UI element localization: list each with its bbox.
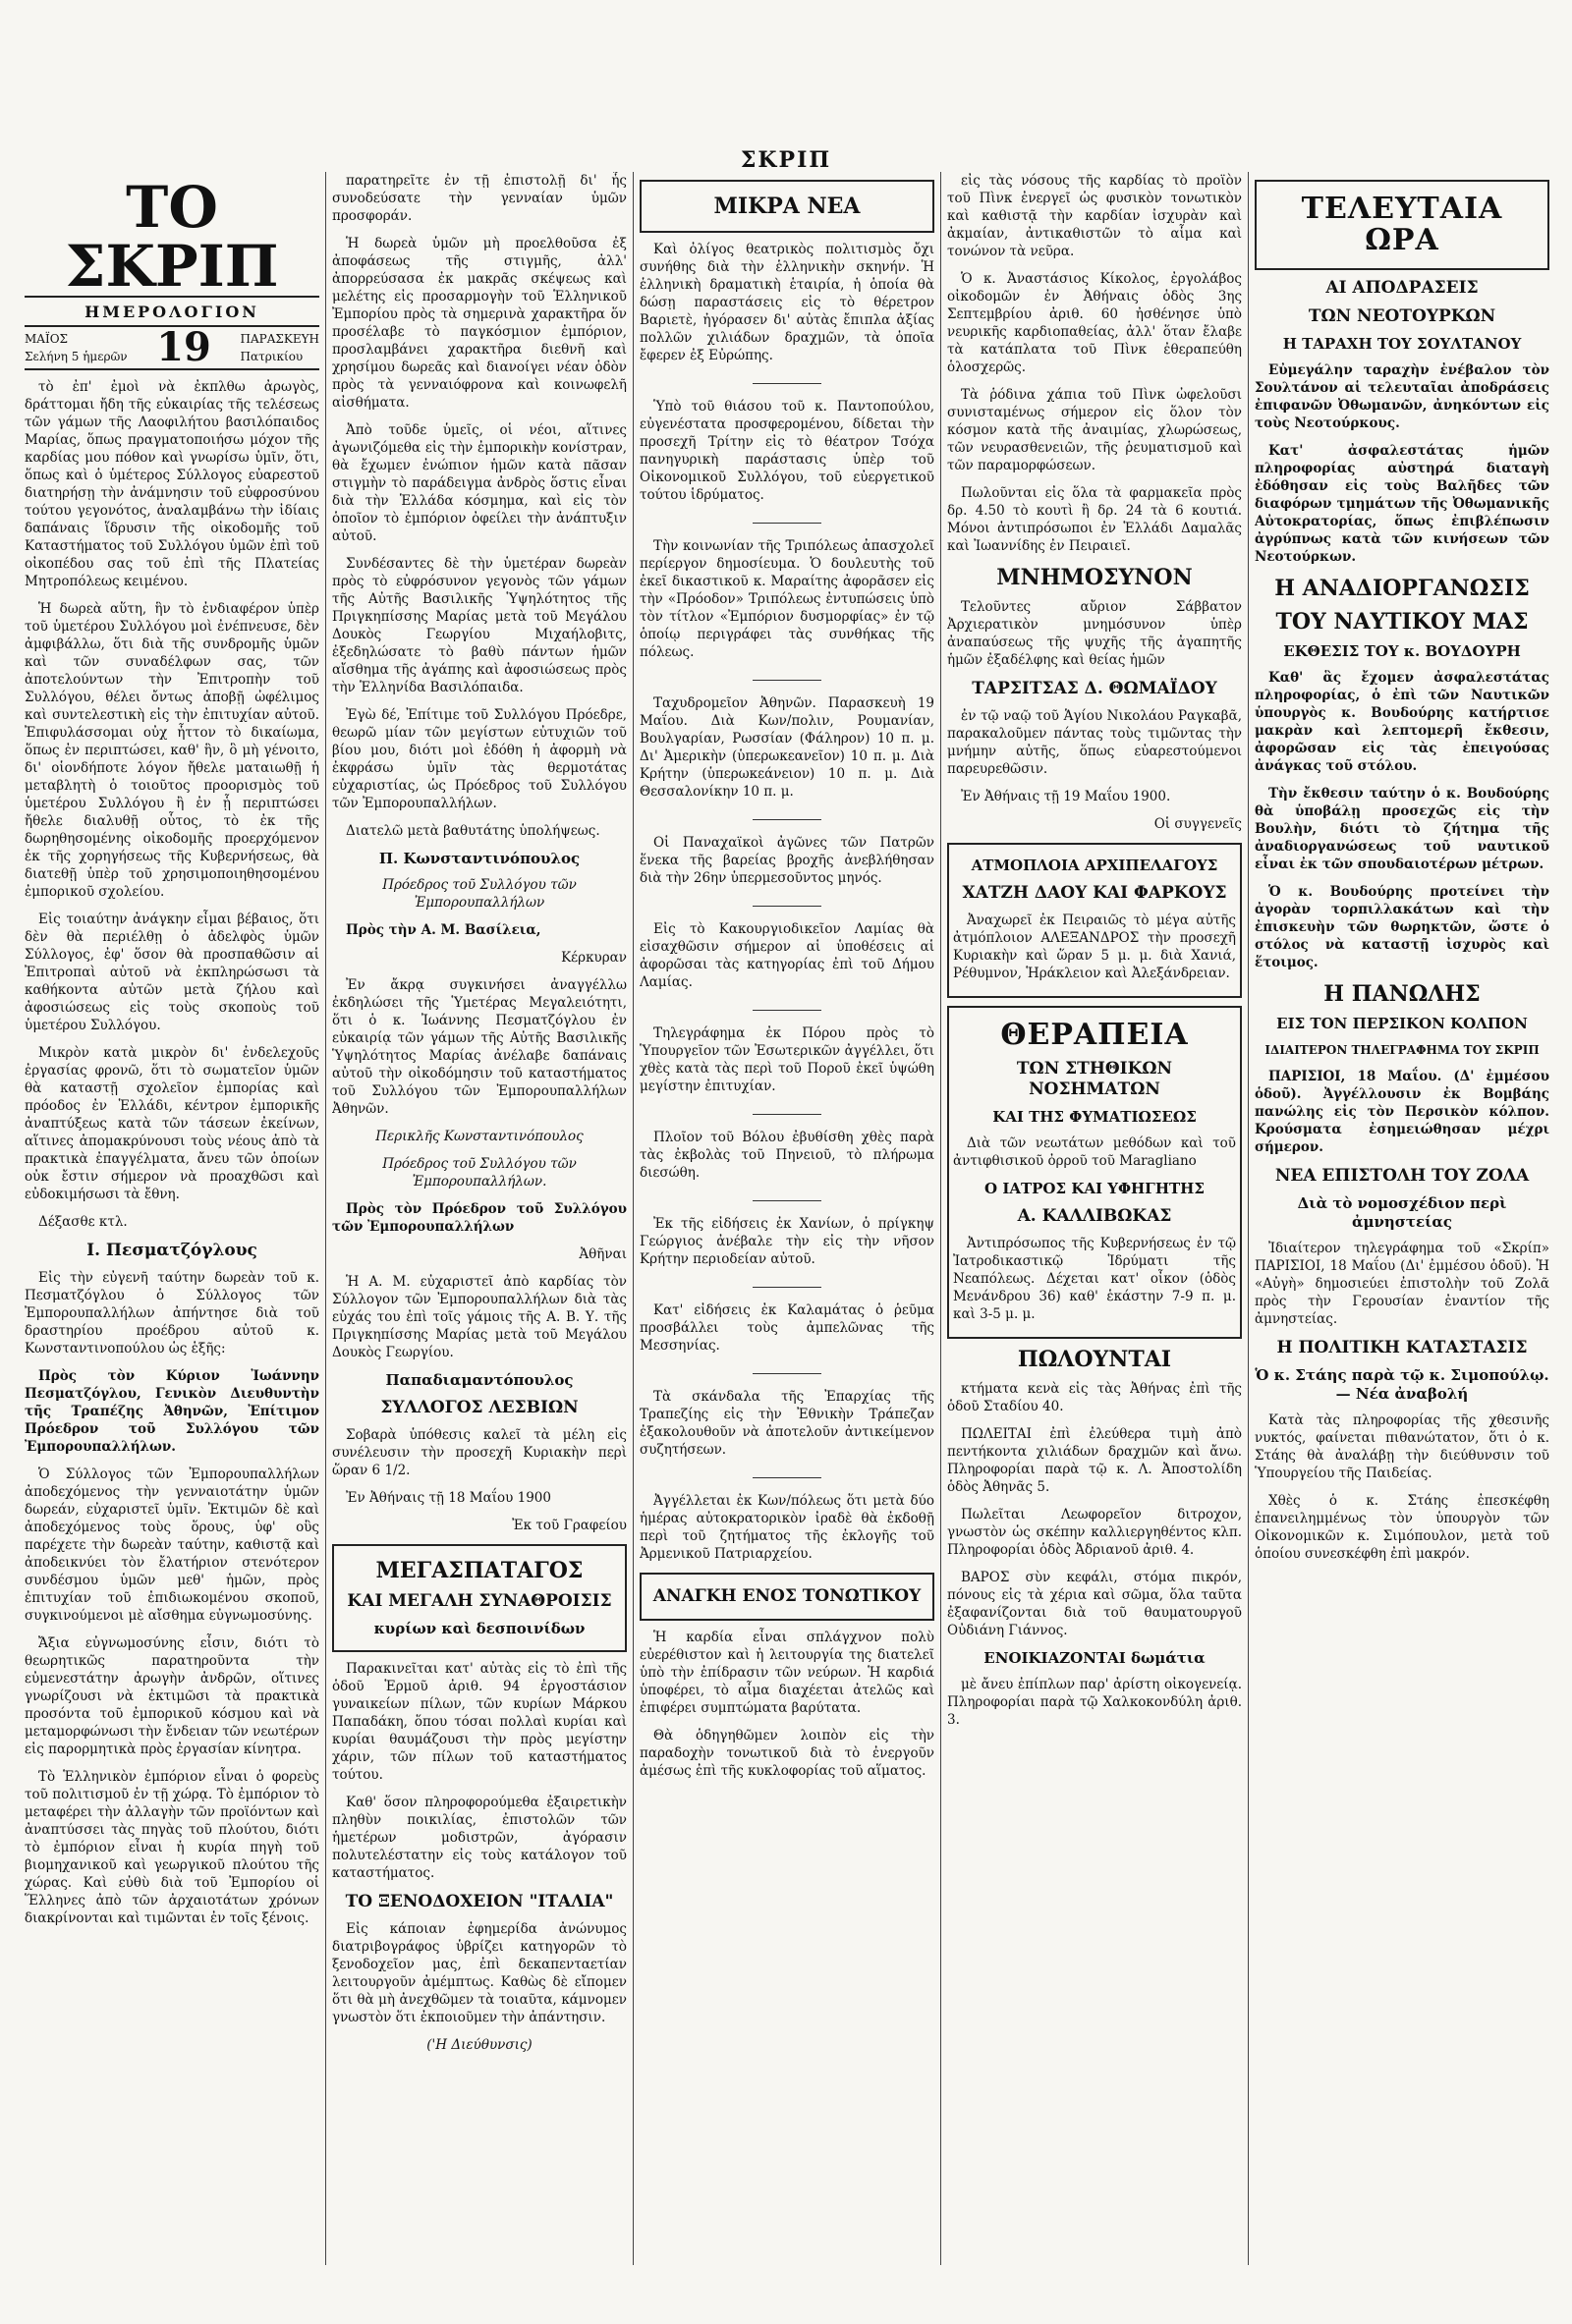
section-heading: ΜΝΗΜΟΣΥΝΟΝ [996, 565, 1193, 590]
paragraph: Καθ' ὅσον πληροφορούμεθα ἐξαιρετικὴν πληθὺν ποικιλίας, ἐπιστολῶν τῶν ἡμετέρων μοδιστρῶν, ἀγόρασιν πολυτελέστατην εἰς τοὺς κατάλογον τοῦ καταστήματος. [332, 1795, 627, 1881]
signature-role: Πρόεδρος τοῦ Συλλόγου τῶν Ἐμπορουπαλλήλων. [382, 1156, 577, 1190]
section-heading: ΠΩΛΟΥΝΤΑΙ [1017, 1347, 1172, 1372]
column-5 [1255, 172, 1549, 2265]
section-heading-box [1255, 180, 1549, 270]
paragraph: ΠΑΡΙΣΙΟΙ, 18 Μαΐου. (Δ' ἐμμέσου ὁδοῦ). Ἀγγέλλουσιν ἐκ Βομβάης πανώλης εἰς τὸν Περσικὸν κόλπον. Κρούσματα ἐσημειώθησαν μέχρι σήμερον. [1255, 1069, 1549, 1155]
paragraph: Κατ' εἰδήσεις ἐκ Καλαμάτας ὁ ῥεῦμα προσβάλλει τοὺς ἀμπελῶνας τῆς Μεσσηνίας. [640, 1302, 934, 1354]
paragraph: Πλοῖον τοῦ Βόλου ἐβυθίσθη χθὲς παρὰ τὰς ἐκβολὰς τοῦ Πηνειοῦ, τὸ πλήρωμα διεσώθη. [640, 1130, 934, 1181]
separator [640, 1001, 934, 1019]
paragraph: Τὸ Ἑλληνικὸν ἐμπόριον εἶναι ὁ φορεὺς τοῦ πολιτισμοῦ ἐν τῇ χώρᾳ. Τὸ ἐμπόριον τὸ μεταφέρει τὴν ἀλλαγὴν τῶν προϊόντων καὶ ἀναπτύσσει τὰς πηγὰς τοῦ πλούτου, διότι τὸ ἐμπόριον εἶναι ἡ κυρία πηγὴ τοῦ βιομηχανικοῦ καὶ γεωργικοῦ πλούτου τῆς χώρας. Καὶ εὐθὺ διὰ τοῦ Ἐμπορίου οἱ Ἕλληνες ἀπὸ τῶν ἀρχαιοτάτων χρόνων διακρίνονται καὶ τιμῶνται ἐν τοῖς ξένοις. [25, 1769, 319, 1926]
paragraph: κτήματα κενὰ εἰς τὰς Ἀθήνας ἐπὶ τῆς ὁδοῦ Σταδίου 40. [947, 1381, 1242, 1414]
subheadline: Διὰ τὸ νομοσχέδιον περὶ ἀμνηστείας [1297, 1194, 1507, 1231]
paragraph: Πρὸς τὴν Α. Μ. Βασίλεια, [346, 922, 541, 938]
paragraph: Κέρκυραν [561, 950, 627, 966]
paragraph: Εἰς τοιαύτην ἀνάγκην εἶμαι βέβαιος, ὅτι δὲν θὰ περιέλθῃ ὁ ἀδελφὸς ὑμῶν Σύλλογος, ἐφ' ὅσον θὰ προσπαθῶσιν αἱ Ἐπιτροπαὶ αὐτοῦ νὰ ἐκπληρώσωσι τὰ καθήκοντα αὐτῶν μετὰ ζήλου καὶ ἀφοσιώσεως εἰς τοὺς σκοποὺς τοῦ ὑμετέρου Συλλόγου. [25, 912, 319, 1033]
section-heading-box [640, 1573, 934, 1621]
paragraph: Τηλεγράφημα ἐκ Πόρου πρὸς τὸ Ὑπουργεῖον τῶν Ἐσωτερικῶν ἀγγέλλει, ὅτι χθὲς κατὰ τὰς περὶ τοῦ Ποροῦ ἐκεῖ ὑψώθη μεγίστην ἐπιτυχίαν. [640, 1025, 934, 1094]
paragraph: Δέξασθε κτλ. [38, 1214, 128, 1230]
paragraph: Ἀντιπρόσωπος τῆς Κυβερνήσεως ἐν τῷ Ἰατροδικαστικῷ Ἱδρύματι τῆς Νεαπόλεως. Δέχεται κατ' οἶκον (ὁδὸς Μενάνδρου 36) καθ' ἑκάστην 7-9 π. μ. καὶ 3-5 μ. μ. [953, 1236, 1236, 1322]
paragraph: Ἀναχωρεῖ ἐκ Πειραιῶς τὸ μέγα αὐτῆς ἀτμόπλοιον ΑΛΕΞΑΝΔΡΟΣ τὴν προσεχῆ Κυριακὴν καὶ ὥραν 5 μ. μ. διὰ Χανιά, Ρέθυμνον, Ἡράκλειον καὶ Ἀλεξάνδρειαν. [953, 913, 1236, 981]
separator [640, 897, 934, 914]
paragraph: Τελοῦντες αὔριον Σάββατον Ἀρχιερατικὸν μνημόσυνον ὑπὲρ ἀναπαύσεως τῆς ψυχῆς τῆς ἀγαπητῆς ἡμῶν ἐξαδέλφης καὶ θείας ἡμῶν [947, 599, 1242, 668]
paragraph: Ἐγὼ δέ, Ἐπίτιμε τοῦ Συλλόγου Πρόεδρε, θεωρῶ μίαν τῶν μεγίστων εὐτυχιῶν τοῦ βίου μου, διότι μοὶ ἐδόθη ἡ ἀφορμὴ νὰ ἐκφράσω ὑμῖν τὰς θερμοτάτας εὐχαριστίας, ὡς Πρόεδρος τοῦ Συλλόγου τῶν Ἐμπορουπαλλήλων. [332, 707, 627, 811]
separator [640, 671, 934, 689]
separator [640, 1468, 934, 1486]
headline: ΤΩΝ ΝΕΟΤΟΥΡΚΩΝ [1308, 306, 1496, 326]
advert-title: ΑΤΜΟΠΛΟΙΑ ΑΡΧΙΠΕΛΑΓΟΥΣ [971, 857, 1218, 874]
advert-box [947, 1006, 1242, 1339]
column-rule [325, 172, 326, 2265]
paragraph: Εἰς τὴν εὐγενῆ ταύτην δωρεὰν τοῦ κ. Πεσματζόγλου ὁ Σύλλογος τῶν Ἐμπορουπαλλήλων ἀπήντησε διὰ τοῦ δραστηρίου προέδρου αὐτοῦ κ. Κωνσταντινοπούλου ὡς ἑξῆς: [25, 1270, 319, 1356]
advert-subtitle: ΚΑΙ ΜΕΓΑΛΗ ΣΥΝΑΘΡΟΙΣΙΣ [347, 1591, 612, 1611]
month: ΜΑΪΟΣ [25, 332, 69, 346]
paragraph: Ὁ κ. Ἀναστάσιος Κίκολος, ἐργολάβος οἰκοδομῶν ἐν Ἀθήναις ὁδὸς 3ης Σεπτεμβρίου ἀριθ. 60 ἠσθένησε ὑπὸ νευρικῆς καρδιοπαθείας, ἀλλ' ὅταν ἔλαβε τὰ κατάπλατα τοῦ Πὶνκ ἐθεραπεύθη ὁλοσχερῶς. [947, 271, 1242, 375]
paragraph: Ἀθῆναι [579, 1246, 627, 1262]
column-4 [947, 172, 1242, 2265]
paragraph: Εὐμεγάλην ταραχὴν ἐνέβαλον τὸν Σουλτάνον αἱ τελευταῖαι ἀποδράσεις ἐπιφανῶν Ὀθωμανῶν, ἀνηκόντων εἰς τοὺς Νεοτούρκους. [1255, 362, 1549, 431]
advert-box [332, 1544, 627, 1652]
column-rule [633, 172, 634, 2265]
signature: Π. Κωνσταντινόπουλος [378, 850, 581, 867]
paragraph: Κατὰ τὰς πληροφορίας τῆς χθεσινῆς νυκτός, φαίνεται πιθανώτατον, ὅτι ὁ κ. Στάης θὰ ἀναλάβῃ τὴν διεύθυνσιν τοῦ Ὑπουργείου τῆς Παιδείας. [1255, 1412, 1549, 1481]
paragraph: Καθ' ἃς ἔχομεν ἀσφαλεστάτας πληροφορίας, ὁ ἐπὶ τῶν Ναυτικῶν ὑπουργὸς κ. Βουδούρης κατήρτισε μακρὰν καὶ λεπτομερῆ ἔκθεσιν, ἀφορῶσαν εἰς τὰς ἐπειγούσας ἀνάγκας τοῦ στόλου. [1255, 670, 1549, 774]
separator [640, 1364, 934, 1382]
section-heading: ΤΟ ΞΕΝΟΔΟΧΕΙΟΝ "ΙΤΑΛΙΑ" [345, 1892, 614, 1911]
paragraph: μὲ ἄνευ ἐπίπλων παρ' ἀρίστη οἰκογενείᾳ. Πληροφορίαι παρὰ τῷ Χαλκοκονδύλη ἀριθ. 3. [947, 1677, 1242, 1728]
paragraph: Ἰδιαίτερον τηλεγράφημα τοῦ «Σκρίπ» ΠΑΡΙΣΙΟΙ, 18 Μαΐου (Δι' ἐμμέσου ὁδοῦ). Ἡ «Αὐγὴ» δημοσιεύει ἐπιστολὴν τοῦ Ζολᾶ πρὸς τὴν Γερουσίαν ἐναντίον τῆς ἀμνηστείας. [1255, 1241, 1549, 1327]
paragraph: Ἐν Ἀθήναις τῇ 18 Μαΐου 1900 [346, 1490, 551, 1506]
section-heading: ΕΝΟΙΚΙΑΖΟΝΤΑΙ δωμάτια [983, 1649, 1206, 1667]
paragraph: Τὰ ῥόδινα χάπια τοῦ Πὶνκ ὠφελοῦσι συνισταμένως σήμερον εἰς ὅλον τὸν κόσμον κατὰ τῆς ἀναιμίας, χλωρώσεως, τῶν νευρασθενειῶν, τῆς ῥευματισμοῦ καὶ τῶν παραμορφώσεων. [947, 387, 1242, 473]
signature: Ι. Πεσματζόγλους [86, 1241, 257, 1260]
column-3 [640, 172, 934, 2265]
section-heading: ΑΝΑΓΚΗ ΕΝΟΣ ΤΟΝΩΤΙΚΟΥ [652, 1586, 922, 1606]
headline: Η ΠΑΝΩΛΗΣ [1323, 981, 1481, 1007]
paragraph: Ἀγγέλλεται ἐκ Κων/πόλεως ὅτι μετὰ δύο ἡμέρας αὐτοκρατορικὸν ἰραδὲ θὰ ἐκδοθῇ περὶ τοῦ ζητήματος τῆς ἐκλογῆς τοῦ Ἀρμενικοῦ Πατριαρχείου. [640, 1493, 934, 1562]
headline: ΝΕΑ ΕΠΙΣΤΟΛΗ ΤΟΥ ΖΟΛΑ [1274, 1166, 1530, 1186]
advert-subtitle: κυρίων καὶ δεσποινίδων [373, 1620, 586, 1637]
separator [640, 514, 934, 531]
paragraph: τὸ ἐπ' ἐμοὶ νὰ ἐκπλθω ἀρωγὸς, δράττομαι ἤδη τῆς εὐκαιρίας τῆς τελέσεως τῶν γάμων τῆς Λαοφιλήτου βασιλόπαιδος Μαρίας, ὅπως πραγματοποιήσω μόχον τῆς καρδίας μου πόθον καὶ γνωρίσω ὑμῖν, ὅτι, ὅπως καὶ ὁ ὑμέτερος Σύλλογος εὐαρεστοῦ διατηρήσῃ τὴν ἀνάμνησιν τοῦ εὐφροσύνου τούτου γεγονότος, ἀναλαμβάνω τὴν ἰδίαις δαπάναις ἵδρυσιν τῆς οἰκοδομῆς τοῦ Καταστήματος τοῦ Συλλόγου ὑμῶν ἐπὶ τοῦ οἰκοπέδου σας τοῦ ἐπὶ τῆς Πλατείας Μητροπόλεως κειμένου. [25, 379, 319, 589]
paragraph: ἐν τῷ ναῷ τοῦ Ἁγίου Νικολάου Ραγκαβᾶ, παρακαλοῦμεν πάντας τοὺς τιμῶντας τὴν μνήμην αὐτῆς, ὅπως εὐαρεστούμενοι παρευρεθῶσιν. [947, 708, 1242, 777]
separator [640, 1105, 934, 1123]
advert-title: ΘΕΡΑΠΕΙΑ [1000, 1018, 1189, 1052]
masthead-title: ΣΚΡΙΠ [740, 147, 832, 173]
paper-subtitle: ΗΜΕΡΟΛΟΓΙΟΝ [84, 303, 259, 321]
day-number: 19 [156, 324, 211, 370]
paragraph: Ὁ Σύλλογος τῶν Ἐμπορουπαλλήλων ἀποδεχόμενος τὴν γενναιοτάτην ὑμῶν δωρεάν, εὐχαριστεῖ ὑμῖν. Ἐκτιμῶν δὲ καὶ ἀποδεχόμενος τοὺς ὅρους, ὑφ' οὓς παρέχετε τὴν δωρεὰν ταύτην, καθιστᾷ καὶ ἀποδεικνύει τὸν ἔλατήριον στενότερον συνδέσμου ὑμῶν μεθ' ἡμῶν, πρὸς ἐπιτυχίαν τοῦ ἐπιδιωκομένου σκοποῦ, συγκινούμενοι μὲ αἴσθημα εὐγνωμοσύνης. [25, 1466, 319, 1624]
paragraph: Οἱ Παναχαϊκοὶ ἀγῶνες τῶν Πατρῶν ἕνεκα τῆς βαρείας βροχῆς ἀνεβλήθησαν διὰ τὴν 26ην ὑπερμεσοῦντος μηνός. [640, 835, 934, 886]
signature: Περικλῆς Κωνσταντινόπουλος [375, 1129, 584, 1144]
advert-subtitle: ΚΑΙ ΤΗΣ ΦΥΜΑΤΙΩΣΕΩΣ [992, 1108, 1197, 1126]
paragraph: Ἐκ τοῦ Γραφείου [512, 1518, 627, 1533]
saint-name: Πατρικίου [240, 350, 304, 363]
weekday: ΠΑΡΑΣΚΕΥΗ [240, 332, 319, 346]
paragraph: Ἡ δωρεὰ αὕτη, ἣν τὸ ἐνδιαφέρον ὑπὲρ τοῦ ὑμετέρου Συλλόγου μοὶ ἐνέπνευσε, δὲν ἀμφιβάλλω, ὅτι διὰ τῆς συνδρομῆς ὑμῶν καὶ τῶν συναδέλφων σας, τῶν ἀποτελούντων τὴν Ἐπιτροπὴν τοῦ Συλλόγου, θέλει ὄντως ἀποβῇ ὠφέλιμος καὶ συντελεστικὴ εἰς τὴν ἐπιτυχίαν αὐτοῦ. Ἐπιφυλάσσομαι οὐχ ἧττον τὸ δικαίωμα, ὅπως ἐν περιπτώσει, καθ' ἣν, ὃ μὴ γένοιτο, δι' οἱονδήποτε λόγον ἤθελε ματαιωθῇ ἡ μεταβλητὴ ὁ τοιοῦτος προορισμὸς τοῦ ὑμετέρου Συλλόγου ἢ ἐν ᾗ περιπτώσει ἤθελε διαλυθῇ οὗτος, τὸ ἐκ τῆς δωρηθησομένης οἰκοδομῆς προερχόμενον ἐκ τῆς χορηγήσεως τῆς Κυβερνήσεως, θὰ διατεθῇ ὑπὲρ τοῦ χρησιμοποιηθησομένου ἐμπορικοῦ σχολείου. [25, 601, 319, 900]
advert-title: ΜΕΓΑΣΠΑΤΑΓΟΣ [375, 1558, 584, 1583]
moon-phase: Σελήνη 5 ἡμερῶν [25, 350, 128, 363]
paragraph: Θὰ ὁδηγηθῶμεν λοιπὸν εἰς τὴν παραδοχὴν τονωτικοῦ διὰ τὸ ἐνεργοῦν ἀμέσως ἐπὶ τῆς κυκλοφορίας τοῦ αἵματος. [640, 1728, 934, 1779]
advert-subtitle: ΤΩΝ ΣΤΗΘΙΚΩΝ ΝΟΣΗΜΑΤΩΝ [1016, 1059, 1173, 1099]
section-heading: ΤΕΛΕΥΤΑΙΑ ΩΡΑ [1301, 192, 1503, 257]
subheadline: ΕΙΣ ΤΟΝ ΠΕΡΣΙΚΟΝ ΚΟΛΠΟΝ [1276, 1015, 1528, 1032]
signature: ('Η Διεύθυνσις) [426, 2037, 533, 2053]
advert-subtitle: Α. ΚΑΛΛΙΒΩΚΑΣ [1017, 1206, 1172, 1226]
paragraph: Ἐν Ἀθήναις τῇ 19 Μαΐου 1900. [961, 789, 1171, 804]
column-rule [1248, 172, 1249, 2265]
paragraph: ΠΩΛΕΙΤΑΙ ἐπὶ ἐλεύθερα τιμὴ ἀπὸ πεντήκοντα χιλιάδων δραχμῶν καὶ ἄνω. Πληροφορίαι παρὰ τῷ κ. Λ. Ἀποστολίδη ὁδὸς Ἀθηνᾶς 5. [947, 1426, 1242, 1495]
dateline [25, 325, 319, 370]
headline: ΤΟΥ ΝΑΥΤΙΚΟΥ ΜΑΣ [1275, 609, 1529, 635]
paragraph: ΒΑΡΟΣ σὺν κεφάλι, στόμα πικρόν, πόνους εἰς τὰ χέρια καὶ σῶμα, ὅλα ταῦτα ἐξαφανίζονται διὰ τοῦ θαυματουργοῦ Οὐδιάνη Γιάννος. [947, 1570, 1242, 1638]
section-heading-box [640, 180, 934, 233]
paragraph: Τὴν ἔκθεσιν ταύτην ὁ κ. Βουδούρης θὰ ὑποβάλῃ προσεχῶς εἰς τὴν Βουλὴν, διότι τὸ ζήτημα τῆς ἀναδιοργανώσεως τοῦ ναυτικοῦ εἶναι ἐκ τῶν σπουδαιοτέρων μέτρων. [1255, 786, 1549, 872]
headline: Η ΠΟΛΙΤΙΚΗ ΚΑΤΑΣΤΑΣΙΣ [1276, 1338, 1528, 1357]
paragraph: Πωλεῖται Λεωφορεῖον διτροχον, γνωστὸν ὡς σκέπην καλλιεργηθέντος κλπ. Πληροφορίαι ὁδὸς Ἀδριανοῦ ἀριθ. 4. [947, 1507, 1242, 1558]
paragraph: Ὁ κ. Βουδούρης προτείνει τὴν ἀγορὰν τορπιλλακάτων καὶ τὴν ἐπισκευὴν τῶν θωρηκτῶν, ὥστε ὁ στόλος νὰ καταστῇ ἰσχυρὸς καὶ ἕτοιμος. [1255, 884, 1549, 970]
headline: ΑΙ ΑΠΟΔΡΑΣΕΙΣ [1325, 278, 1479, 298]
paragraph: Ἐν ἄκρᾳ συγκινήσει ἀναγγέλλω ἐκδηλώσει τῆς Ὑμετέρας Μεγαλειότητι, ὅτι ὁ κ. Ἰωάννης Πεσματζόγλου ἐν εὐκαιρίᾳ τῶν γάμων τῆς Αὐτῆς Βασιλικῆς Ὑψηλότητος Μαρίας ἀνέλαβε δαπάναις αὐτοῦ τὴν οἰκοδόμησιν τοῦ καταστήματος τοῦ Συλλόγου τῶν Ἐμπορουπαλλήλων Ἀθηνῶν. [332, 977, 627, 1117]
subheadline: Η ΤΑΡΑΧΗ ΤΟΥ ΣΟΥΛΤΑΝΟΥ [1282, 335, 1522, 353]
signature-role: Πρόεδρος τοῦ Συλλόγου τῶν Ἐμπορουπαλλήλων [382, 877, 577, 911]
paragraph: Ὑπὸ τοῦ θιάσου τοῦ κ. Παντοπούλου, εὐγενέστατα προσφερομένου, δίδεται τὴν προσεχῆ Τρίτην εἰς τὸ θέατρον Τσόχα πανηγυρικὴ παράστασις ὑπὲρ τοῦ Οἰκονομικοῦ Συλλόγου, τοῦ εὐεργετικοῦ τούτου ἱδρύματος. [640, 399, 934, 503]
paragraph: Τὰ σκάνδαλα τῆς Ἐπαρχίας τῆς Τραπεζίης εἰς τὴν Ἐθνικὴν Τράπεζαν ἐξακολουθοῦν νὰ ἀποτελοῦν ἀντικείμενον συζητήσεων. [640, 1389, 934, 1458]
headline: Η ΑΝΑΔΙΟΡΓΑΝΩΣΙΣ [1274, 576, 1530, 601]
paragraph: Εἰς τὸ Κακουργιοδικεῖον Λαμίας θὰ εἰσαχθῶσιν σήμερον αἱ ὑποθέσεις αἱ ἀφορῶσαι τὰς κατηγορίας ἐπὶ τοῦ Δήμου Λαμίας. [640, 921, 934, 990]
signature: Παπαδιαμαντόπουλος [385, 1371, 574, 1389]
paragraph: Ἡ καρδία εἶναι σπλάγχνον πολὺ εὐερέθιστον καὶ ἡ λειτουργία της διατελεῖ ὑπὸ τὴν ἐπίδρασιν τῶν νεύρων. Ἡ καρδιά ὑποφέρει, τὸ αἷμα διαχέεται ἀτελῶς καὶ ἐπιφέρει συμπτώματα βαρύτατα. [640, 1630, 934, 1716]
deceased-name: ΤΑΡΣΙΤΣΑΣ Δ. ΘΩΜΑΪΔΟΥ [972, 679, 1217, 698]
separator [640, 1191, 934, 1209]
paragraph: Διατελῶ μετὰ βαθυτάτης ὑπολήψεως. [346, 823, 600, 839]
separator [640, 374, 934, 392]
paragraph: Ἀπὸ τοῦδε ὑμεῖς, οἱ νέοι, αἵτινες ἀγωνιζόμεθα εἰς τὴν ἐμπορικὴν κονίστραν, θὰ ἔχωμεν ἐνώπιον ἡμῶν κατὰ πᾶσαν στιγμὴν τὸ παράδειγμα ἀνδρὸς ὅστις εἶναι διὰ τὴν Ἑλλάδα κόσμημα, καὶ εἰς τὸν ὁποῖον τὸ ἐμπόριον ὀφείλει τὴν ἀνάπτυξιν αὐτοῦ. [332, 422, 627, 544]
paragraph: Ἡ Α. Μ. εὐχαριστεῖ ἀπὸ καρδίας τὸν Σύλλογον τῶν Ἐμπορουπαλλήλων διὰ τὰς εὐχάς του ἐπὶ τοῖς γάμοις τῆς Α. Β. Υ. τῆς Πριγκηπίσσης Μαρίας μετὰ τοῦ Μεγάλου Δουκὸς Γεωργίου. [332, 1274, 627, 1360]
paragraph: Συνδέσαντες δὲ τὴν ὑμετέραν δωρεὰν πρὸς τὸ εὐφρόσυνον γεγονὸς τῶν γάμων τῆς Αὐτῆς Βασιλικῆς Ὑψηλότητος τῆς Πριγκηπίσσης Μαρίας μετὰ τοῦ Μεγάλου Δουκὸς Γεωργίου Μιχαήλοβιτς, ἐξεδηλώσατε τὸ βαθὺ πάντων ἡμῶν αἴσθημα τῆς ἀγάπης καὶ ἀφοσιώσεως πρὸς τὴν Ἑλληνίδα Βασιλόπαιδα. [332, 556, 627, 695]
paragraph: Εἰς κάποιαν ἐφημερίδα ἀνώνυμος διατριβογράφος ὑβρίζει κατηγορῶν τὸ ξενοδοχεῖον μας, ἐπὶ δεκαπενταετίαν λειτουργοῦν ἀμέμπτως. Καθὼς δὲ εἴπομεν ὅτι θὰ μὴ ἀνεχθῶμεν τὰ τοιαῦτα, κάμνομεν γνωστὸν ὅτι ἐκποιοῦμεν τὴν ἀπάντησιν. [332, 1921, 627, 2025]
section-heading: ΣΥΛΛΟΓΟΣ ΛΕΣΒΙΩΝ [380, 1398, 579, 1417]
paragraph: Τὴν κοινωνίαν τῆς Τριπόλεως ἀπασχολεῖ περίεργον δημοσίευμα. Ὁ δουλευτὴς τοῦ ἐκεῖ δικαστικοῦ κ. Μαραίτης ἀφορᾶσεν εἰς τὴν «Πρόοδον» Τριπόλεως ἐντυπώσεις ὑπὸ τὸν τίτλον «Ἐμπόριον δυσμορφίας» ἐν τῷ ὁποίῳ περιγράφει τὰς συνθήκας τῆς πόλεως. [640, 538, 934, 660]
paragraph: Πωλοῦνται εἰς ὅλα τὰ φαρμακεῖα πρὸς δρ. 4.50 τὸ κουτὶ ἢ δρ. 24 τὰ 6 κουτιά. Μόνοι ἀντιπρόσωποι ἐν Ἑλλάδι Δαμαλᾶς καὶ Ἰωαννίδης ἐν Πειραιεῖ. [947, 485, 1242, 554]
paragraph: Μικρὸν κατὰ μικρὸν δι' ἐνδελεχοῦς ἐργασίας φρονῶ, ὅτι τὸ σωματεῖον ὑμῶν θὰ καταστῇ σχολεῖον ἐμπορίας καὶ πρόοδος ἐν Ἑλλάδι, κέντρον ἐμπορικῆς ἀναπτύξεως κατὰ τῶν τάσεων ἐκείνων, αἵτινες ἀπομακρύνουσι τοὺς νέους ἀπὸ τὰ πρακτικὰ ἐπαγγέλματα, ἄνευ τῶν ὁποίων οὐκ ἔστιν σήμερον νὰ προαχθῶσι καὶ εὐδοκιμήσωσι τὰ ἔθνη. [25, 1045, 319, 1202]
subheadline: Ὁ κ. Στάης παρὰ τῷ κ. Σιμοπούλῳ. — Νέα ἀναβολή [1255, 1366, 1549, 1403]
paragraph: Ἡ δωρεὰ ὑμῶν μὴ προελθοῦσα ἐξ ἀποφάσεως τῆς στιγμῆς, ἀλλ' ἀπορρεύσασα ἐκ μακρᾶς σκέψεως καὶ μελέτης εἰς προσαρμογὴν τοῦ Ἑλληνικοῦ Ἐμπορίου πρὸς τὰ σημερινὰ χαρακτῆρα ὅν προσέλαβε τὸ παγκόσμιον ἐμπόριον, προσλαμβάνει χαρακτῆρα διεθνῆ καὶ χρησίμου δωρεᾶς καὶ διανοίγει νέαν ὁδὸν πρὸς τὰ γενναιόφρονα καὶ κοινωφελῆ αἰσθήματα. [332, 236, 627, 411]
paragraph: Ταχυδρομεῖον Ἀθηνῶν. Παρασκευὴ 19 Μαΐου. Διὰ Κων/πολιν, Ρουμανίαν, Βουλγαρίαν, Ρωσσίαν (Φάληρον) 10 π. μ. Δι' Ἀμερικὴν (ὑπερωκεανεῖον) 10 π. μ. Διὰ Κρήτην (ὑπερωκεάνειον) 10 π. μ. Διὰ Θεσσαλονίκην 10 π. μ. [640, 695, 934, 800]
column-2 [332, 172, 627, 2265]
paragraph: Διὰ τῶν νεωτάτων μεθόδων καὶ τοῦ ἀντιφθισικοῦ ὀρροῦ τοῦ Maragliano [953, 1135, 1236, 1169]
advert-subtitle: ΧΑΤΖΗ ΔΑΟΥ ΚΑΙ ΦΑΡΚΟΥΣ [962, 883, 1227, 903]
paragraph: Ἐκ τῆς εἰδήσεις ἐκ Χανίων, ὁ πρίγκηψ Γεώργιος ἀνέβαλε τὴν εἰς τὴν νῆσον Κρήτην περιοδείαν αὐτοῦ. [640, 1216, 934, 1267]
subheadline: ΙΔΙΑΙΤΕΡΟΝ ΤΗΛΕΓΡΑΦΗΜΑ ΤΟΥ ΣΚΡΙΠ [1264, 1043, 1540, 1057]
paragraph: Χθὲς ὁ κ. Στάης ἐπεσκέφθη ἐπανειλημμένως τὸν ὑπουργὸν τῶν Οἰκονομικῶν κ. Σιμόπουλον, μετὰ τοῦ ὁποίου συνεσκέφθη ἐπὶ μακρόν. [1255, 1493, 1549, 1562]
advert-subtitle: Ο ΙΑΤΡΟΣ ΚΑΙ ΥΦΗΓΗΤΗΣ [984, 1180, 1205, 1197]
paragraph: Κατ' ἀσφαλεστάτας ἡμῶν πληροφορίας αὐστηρά διαταγὴ ἐδόθησαν εἰς τοὺς Βαλῆδες τῶν διαφόρων τμημάτων τῆς Ὀθωμανικῆς Αὐτοκρατορίας, ὅπως ἐπιβλέπωσιν ἀγρύπνως κατὰ τῶν κινήσεων τῶν Νεοτούρκων. [1255, 443, 1549, 565]
separator [640, 1278, 934, 1296]
paragraph: Πρὸς τὸν Κύριον Ἰωάννην Πεσματζόγλου, Γενικὸν Διευθυντὴν τῆς Τραπέζης Ἀθηνῶν, Ἐπίτιμον Πρόεδρον τοῦ Συλλόγου τῶν Ἐμπορουπαλλήλων. [25, 1368, 319, 1455]
paragraph: Παρακινεῖται κατ' αὐτὰς εἰς τὸ ἐπὶ τῆς ὁδοῦ Ἑρμοῦ ἀριθ. 94 ἐργοστάσιον γυναικείων πίλων, τῶν κυρίων Μάρκου Παπαδάκη, ὅπου τόσαι πολλαὶ κυρίαι καὶ κυρίαι θαυμάζουσι τὴν πρὸς μεγίστην χάριν, τῶν πίλων τοῦ καταστήματος τούτου. [332, 1661, 627, 1783]
advert-box [947, 843, 1242, 998]
section-heading: ΜΙΚΡΑ ΝΕΑ [713, 194, 861, 219]
paragraph: Καὶ ὀλίγος θεατρικὸς πολιτισμὸς ὄχι συνήθης διὰ τὴν ἑλληνικὴν σκηνήν. Ἡ ἑλληνικὴ δραματικὴ ἑταιρία, ἡ ὁποία θὰ δώσῃ παραστάσεις εἰς τὸ θέρετρον Βαριετὲ, ἠγόρασεν δι' αὐτὰς ἔπιπλα ἀξίας πολλῶν χιλιάδων δραχμῶν, τὰ ὁποῖα ἔφερεν ἐξ Εὐρώπης. [640, 242, 934, 363]
paragraph: Ἄξια εὐγνωμοσύνης εἶσιν, διότι τὸ θεωρητικῶς παρατηροῦντα τὴν εὐμενεστάτην ἀρωγὴν ἀνδρῶν, οἵτινες γνωρίζουσι νὰ ἐκτιμῶσι τὰ πρακτικὰ προσόντα τοῦ ἐμπορικοῦ κόσμου καὶ νὰ μεταμορφώνωσι τὴν ἔνδειαν τῶν νεωτέρων εἰς παρορμητικὰ πρὸς ἐργασίαν κίνητρα. [25, 1635, 319, 1757]
paragraph: Οἱ συγγενεῖς [1153, 816, 1242, 832]
column-1 [25, 172, 319, 2265]
paper-title: ΤΟ ΣΚΡΙΠ [25, 178, 319, 298]
paragraph: εἰς τὰς νόσους τῆς καρδίας τὸ προϊὸν τοῦ Πὶνκ ἐνεργεῖ ὡς φυσικὸν τονωτικὸν καὶ καθιστᾷ τὴν καρδίαν ἰσχυρὰν καὶ ἀκμαίαν, ἀντικαθιστῶν τὸ αἷμα καὶ τονώνον τὰ νεῦρα. [947, 173, 1242, 259]
paragraph: παρατηρεῖτε ἐν τῇ ἐπιστολῇ δι' ἧς συνοδεύσατε τὴν γενναίαν ὑμῶν προσφοράν. [332, 173, 627, 224]
column-rule [940, 172, 941, 2265]
paragraph: Σοβαρὰ ὑπόθεσις καλεῖ τὰ μέλη εἰς συνέλευσιν τὴν προσεχῆ Κυριακὴν περὶ ὥραν 6 1/2. [332, 1427, 627, 1478]
separator [640, 810, 934, 828]
subheadline: ΕΚΘΕΣΙΣ ΤΟΥ κ. ΒΟΥΔΟΥΡΗ [1283, 642, 1521, 660]
paragraph: Πρὸς τὸν Πρόεδρον τοῦ Συλλόγου τῶν Ἐμπορουπαλλήλων [332, 1201, 627, 1235]
